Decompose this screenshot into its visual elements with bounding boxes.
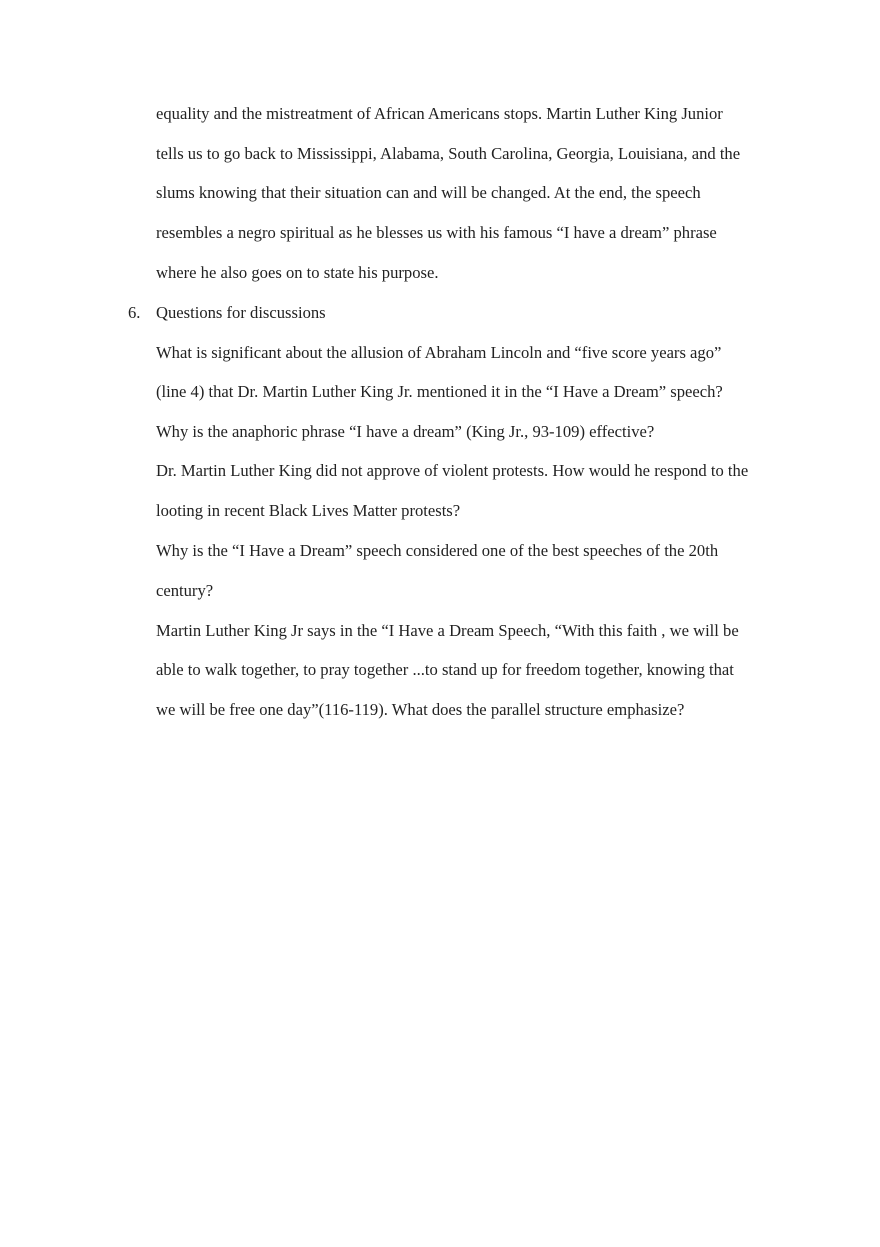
paragraph-line: resembles a negro spiritual as he blesses us with his famous “I have a dream” phrase (156, 223, 717, 242)
question-line: we will be free one day”(116-119). What does the parallel structure emphasize? (156, 700, 685, 719)
question-line: What is significant about the allusion of Abraham Lincoln and “five score years ago” (156, 343, 722, 362)
question-line: Dr. Martin Luther King did not approve of violent protests. How would he respond to the (156, 461, 749, 480)
question-line: Why is the “I Have a Dream” speech considered one of the best speeches of the 20th (156, 541, 719, 560)
section-heading: Questions for discussions (156, 303, 326, 322)
list-number: 6. (128, 303, 141, 322)
paragraph-line: slums knowing that their situation can and will be changed. At the end, the speech (156, 183, 701, 202)
question-line: able to walk together, to pray together ...to stand up for freedom together, knowing that (156, 660, 734, 679)
paragraph-line: tells us to go back to Mississippi, Alabama, South Carolina, Georgia, Louisiana, and the (156, 144, 741, 163)
question-line: (line 4) that Dr. Martin Luther King Jr. mentioned it in the “I Have a Dream” speech? (156, 382, 723, 401)
question-line: Why is the anaphoric phrase “I have a dream” (King Jr., 93-109) effective? (156, 422, 655, 441)
question-line: century? (156, 581, 214, 600)
question-line: looting in recent Black Lives Matter protests? (156, 501, 461, 520)
paragraph-line: where he also goes on to state his purpose. (156, 263, 439, 282)
paragraph-line: equality and the mistreatment of African Americans stops. Martin Luther King Junior (156, 104, 723, 123)
question-line: Martin Luther King Jr says in the “I Have a Dream Speech, “With this faith , we will be (156, 621, 739, 640)
